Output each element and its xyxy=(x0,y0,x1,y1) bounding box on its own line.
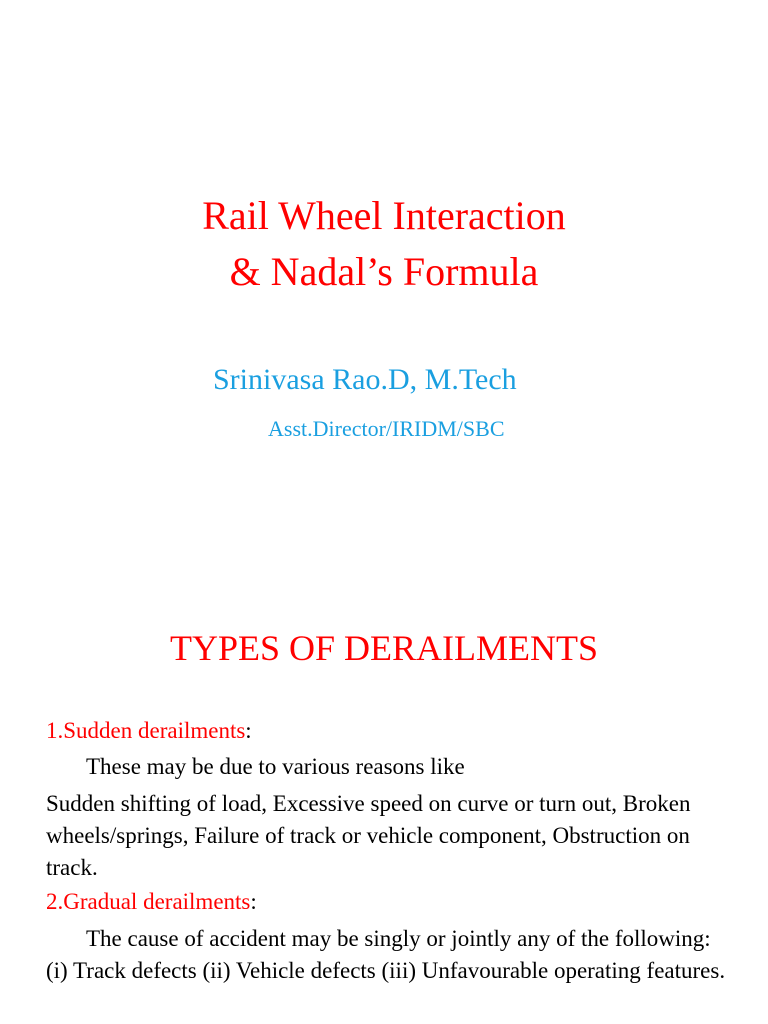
gradual-derailments-heading xyxy=(46,886,736,918)
slide-title-line-2: & Nadal’s Formula xyxy=(229,249,539,294)
derailment-types-slide xyxy=(0,512,768,1024)
sudden-derailments-label: 1.Sudden derailments xyxy=(46,718,246,743)
slide-title-line-1: Rail Wheel Interaction xyxy=(202,193,566,238)
sudden-derailments-colon: : xyxy=(245,718,252,743)
gradual-derailments-colon: : xyxy=(250,889,257,914)
sudden-derailments-causes: Sudden shifting of load, Excessive speed on curve or turn out, Broken wheels/springs, Failure of track or vehicle component, Obstruction on track. xyxy=(46,791,691,880)
gradual-derailments-causes: The cause of accident may be singly or jointly any of the following: (i) Track defects (ii) Vehicle defects (iii) Unfavourable operating features. xyxy=(46,926,726,983)
section-heading: TYPES OF DERAILMENTS xyxy=(169,628,599,668)
author-name: Srinivasa Rao.D, M.Tech xyxy=(213,363,517,396)
sudden-derailments-heading xyxy=(46,715,736,747)
gradual-derailments-label: 2.Gradual derailments xyxy=(46,889,251,914)
author-affiliation: Asst.Director/IRIDM/SBC xyxy=(268,416,505,441)
sudden-derailments-intro: These may be due to various reasons like xyxy=(86,754,465,779)
